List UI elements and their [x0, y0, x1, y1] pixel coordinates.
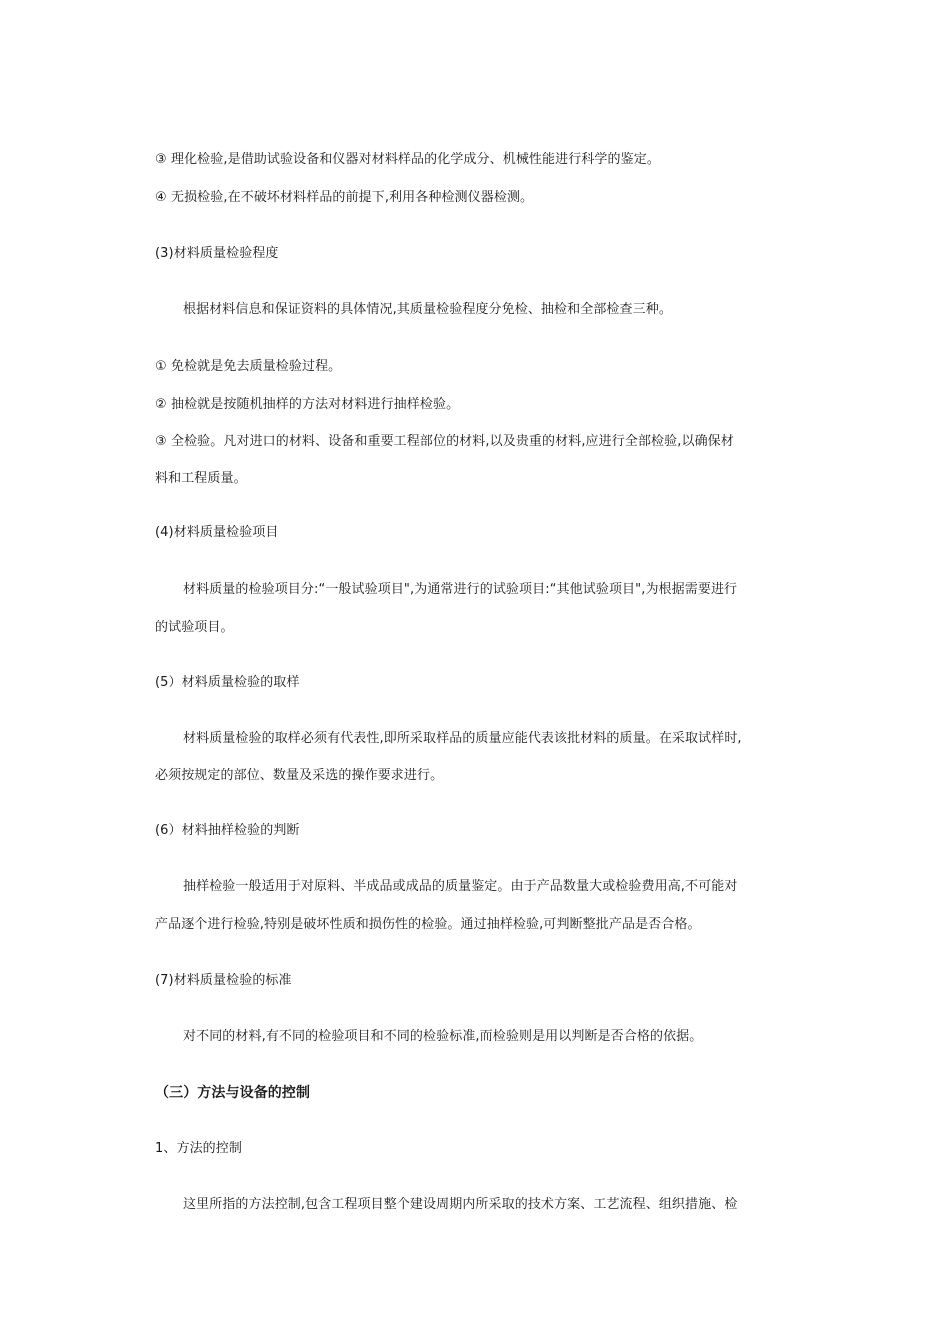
- paragraph-judgement: 抽样检验一般适用于对原料、半成品或成品的质量鉴定。由于产品数量大或检验费用高,不可能对: [183, 879, 738, 894]
- list-item-exempt: ① 免检就是免去质量检验过程。: [155, 359, 342, 374]
- heading-5-sampling: (5）材料质量检验的取样: [155, 675, 300, 690]
- paragraph-sampling: 材料质量检验的取样必须有代表性,即所采取样品的质量应能代表该批材料的质量。在采取试样时,: [183, 731, 742, 746]
- subheading-method-control: 1、方法的控制: [155, 1141, 242, 1156]
- heading-6-judgement: (6）材料抽样检验的判断: [155, 823, 300, 838]
- paragraph-inspection-items-cont: 的试验项目。: [155, 620, 234, 635]
- list-item-sampling: ② 抽检就是按随机抽样的方法对材料进行抽样检验。: [155, 397, 460, 412]
- paragraph-item-4-nondestructive: ④ 无损检验,在不破坏材料样品的前提下,利用各种检测仪器检测。: [155, 190, 534, 205]
- paragraph-item-3-physicochemical: ③ 理化检验,是借助试验设备和仪器对材料样品的化学成分、机械性能进行科学的鉴定。: [155, 152, 660, 167]
- list-item-full-inspection-cont: 料和工程质量。: [155, 471, 247, 486]
- heading-7-standard: (7)材料质量检验的标准: [155, 973, 292, 988]
- heading-4-inspection-items: (4)材料质量检验项目: [155, 525, 279, 540]
- list-item-full-inspection: ③ 全检验。凡对进口的材料、设备和重要工程部位的材料,以及贵重的材料,应进行全部检验,以确保材: [155, 434, 734, 449]
- paragraph-inspection-items: 材料质量的检验项目分:“一般试验项目",为通常进行的试验项目:“其他试验项目",为根据需要进行: [183, 582, 738, 597]
- section-heading-method-equipment: （三）方法与设备的控制: [155, 1085, 311, 1101]
- paragraph-inspection-degree: 根据材料信息和保证资料的具体情况,其质量检验程度分免检、抽检和全部检查三种。: [183, 302, 672, 317]
- paragraph-judgement-cont: 产品逐个进行检验,特别是破坏性质和损伤性的检验。通过抽样检验,可判断整批产品是否合格。: [155, 917, 701, 932]
- paragraph-sampling-cont: 必须按规定的部位、数量及采选的操作要求进行。: [155, 768, 444, 783]
- paragraph-method-control: 这里所指的方法控制,包含工程项目整个建设周期内所采取的技术方案、工艺流程、组织措施、检: [183, 1197, 738, 1212]
- paragraph-standard: 对不同的材料,有不同的检验项目和不同的检验标准,而检验则是用以判断是否合格的依据。: [183, 1029, 703, 1044]
- heading-3-inspection-degree: (3)材料质量检验程度: [155, 246, 279, 261]
